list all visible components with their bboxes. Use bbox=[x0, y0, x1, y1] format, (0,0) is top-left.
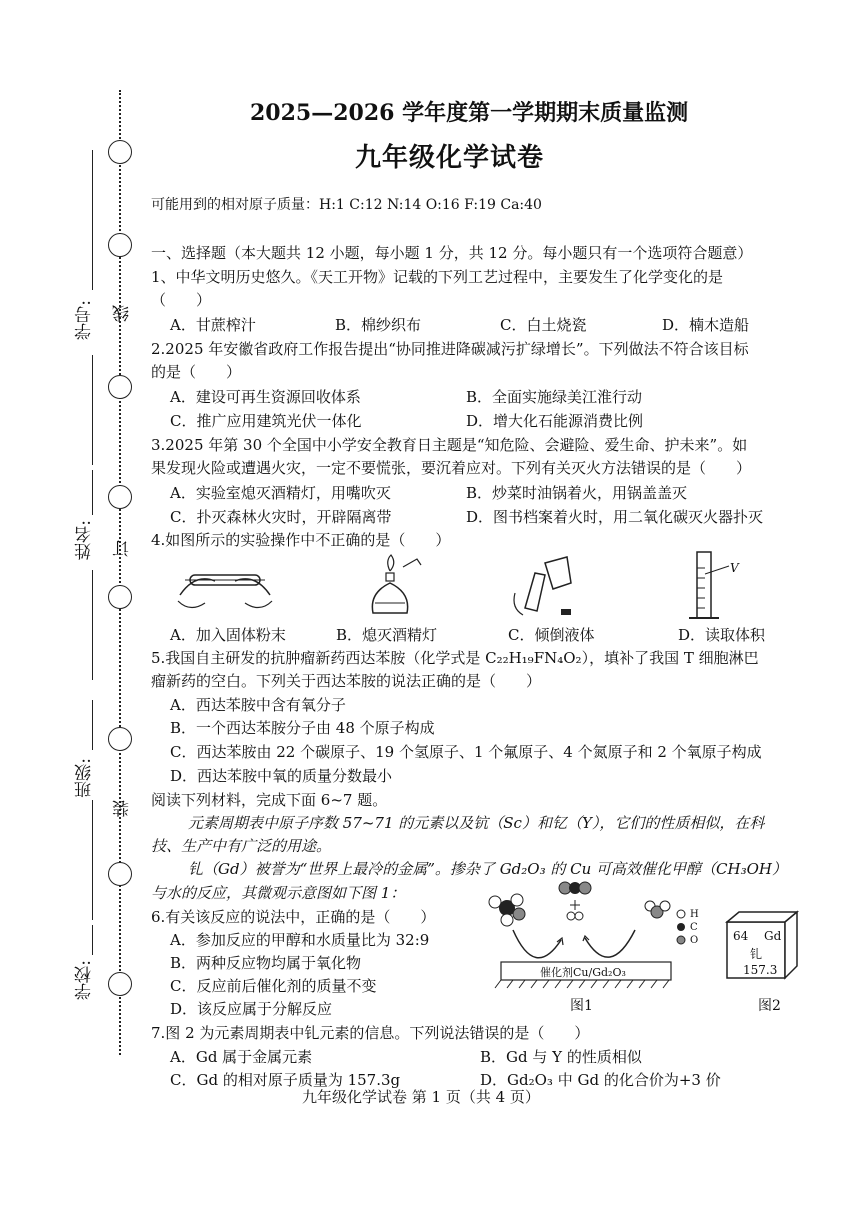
graduated-cylinder-illustration bbox=[675, 548, 755, 626]
q7-option-d: D．Gd₂O₃ 中 Gd 的化合价为+3 价 bbox=[480, 1071, 721, 1089]
q6-option-b: B．两种反应物均属于氧化物 bbox=[170, 954, 362, 972]
q1-option-b: B．棉纱织布 bbox=[335, 316, 422, 334]
legend-h: H bbox=[690, 909, 699, 920]
legend-o: O bbox=[690, 935, 699, 946]
binding-hole bbox=[108, 233, 132, 257]
q1-option-c: C．白土烧瓷 bbox=[500, 316, 587, 334]
q5-stem-1-a: 5.我国自主研发的抗肿瘤新药西达苯胺（化学式是 C bbox=[151, 649, 497, 667]
exam-title: 2025—2026 学年度第一学期期末质量监测 bbox=[250, 100, 689, 126]
q5-option-d: D．西达苯胺中氧的质量分数最小 bbox=[170, 767, 393, 785]
q7-option-c: C．Gd 的相对原子质量为 157.3g bbox=[170, 1071, 401, 1089]
binding-hole bbox=[108, 585, 132, 609]
student-id-label: 学号: bbox=[75, 300, 95, 340]
q7-option-a: A．Gd 属于金属元素 bbox=[170, 1048, 313, 1066]
ding-label: 订 bbox=[113, 540, 133, 557]
q2-option-a: A．建设可再生资源回收体系 bbox=[170, 388, 361, 406]
q1-stem: 1、中华文明历史悠久。《天工开物》记载的下列工艺过程中，主要发生了化学变化的是 bbox=[151, 268, 724, 286]
alcohol-lamp-illustration bbox=[355, 553, 425, 623]
q5-option-a: A．西达苯胺中含有氧分子 bbox=[170, 696, 346, 714]
binding-hole bbox=[108, 972, 132, 996]
q7-stem: 7.图 2 为元素周期表中钆元素的信息。下列说法错误的是（ ） bbox=[151, 1024, 590, 1042]
q7-option-b: B．Gd 与 Y 的性质相似 bbox=[480, 1048, 642, 1066]
binding-hole bbox=[108, 140, 132, 164]
q4-option-d: D．读取体积 bbox=[678, 626, 766, 644]
line-label: 线 bbox=[113, 305, 133, 322]
class-label: 班级: bbox=[75, 758, 95, 798]
material-p2-a: 钆（Gd）被誉为“世界上最冷的金属”。掺杂了 Gd₂O₃ 的 Cu 可高效催化甲醇（CH₃OH） bbox=[188, 860, 787, 878]
element-mass: 157.3 bbox=[743, 963, 778, 977]
element-number: 64 bbox=[733, 929, 749, 943]
q5-option-c: C．西达苯胺由 22 个碳原子、19 个氢原子、1 个氟原子、4 个氮原子和 2 个氧原子构成 bbox=[170, 743, 762, 761]
q6-option-d: D．该反应属于分解反应 bbox=[170, 1000, 333, 1018]
name-field[interactable] bbox=[92, 470, 93, 515]
binding-hole bbox=[108, 862, 132, 886]
q2-option-b: B．全面实施绿美江淮行动 bbox=[466, 388, 643, 406]
q6-option-a: A．参加反应的甲醇和水质量比为 32:9 bbox=[170, 931, 430, 949]
q2-option-d: D．增大化石能源消费比例 bbox=[466, 412, 644, 430]
q6-option-c: C．反应前后催化剂的质量不变 bbox=[170, 977, 377, 995]
material-intro: 阅读下列材料，完成下面 6~7 题。 bbox=[151, 791, 388, 809]
q3-option-d: D．图书档案着火时，用二氧化碳灭火器扑灭 bbox=[466, 508, 764, 526]
material-p1-a: 元素周期表中原子序数 57~71 的元素以及钪（Sc）和钇（Y），它们的性质相似，在科 bbox=[188, 814, 765, 832]
q3-option-c: C．扑灭森林火灾时，开辟隔离带 bbox=[170, 508, 392, 526]
binding-hole bbox=[108, 485, 132, 509]
q4-option-a: A．加入固体粉末 bbox=[170, 626, 286, 644]
legend-c: C bbox=[690, 922, 698, 933]
class-field-lower bbox=[92, 800, 93, 920]
section-heading: 一、选择题（本大题共 12 小题，每小题 1 分，共 12 分。每小题只有一个选项符合题意） bbox=[151, 244, 753, 262]
binding-hole bbox=[108, 375, 132, 399]
element-symbol: Gd bbox=[764, 929, 782, 943]
name-field-lower bbox=[92, 570, 93, 680]
name-label: 姓名: bbox=[75, 520, 95, 560]
page-footer: 九年级化学试卷 第 1 页（共 4 页） bbox=[302, 1088, 540, 1106]
q1-blank: （ ） bbox=[151, 291, 212, 309]
q3-stem-1: 3.2025 年第 30 个全国中小学安全教育日主题是“知危险、会避险、爱生命、护未来”。如 bbox=[151, 436, 748, 454]
q3-option-a: A．实验室熄灭酒精灯，用嘴吹灭 bbox=[170, 484, 391, 502]
binding-hole bbox=[108, 727, 132, 751]
q1-option-d: D．楠木造船 bbox=[662, 316, 750, 334]
element-name: 钆 bbox=[750, 947, 763, 961]
class-field[interactable] bbox=[92, 700, 93, 750]
q2-stem-1: 2.2025 年安徽省政府工作报告提出“协同推进降碳减污扩绿增长”。下列做法不符合该目标 bbox=[151, 340, 749, 358]
q5-stem-2: 瘤新药的空白。下列关于西达苯胺的说法正确的是（ ） bbox=[151, 672, 542, 690]
figure1-caption: 图1 bbox=[570, 998, 593, 1014]
school-field[interactable] bbox=[92, 925, 93, 955]
q2-option-c: C．推广应用建筑光伏一体化 bbox=[170, 412, 362, 430]
add-powder-illustration bbox=[170, 553, 280, 623]
q4-option-c: C．倾倒液体 bbox=[508, 626, 595, 644]
q5-option-b: B．一个西达苯胺分子由 48 个原子构成 bbox=[170, 719, 435, 737]
student-id-field[interactable] bbox=[92, 150, 93, 290]
material-p2-b: 与水的反应，其微观示意图如下图 1： bbox=[151, 884, 406, 902]
q6-stem: 6.有关该反应的说法中，正确的是（ ） bbox=[151, 908, 436, 926]
school-label: 学校: bbox=[75, 960, 95, 1000]
q4-stem: 4.如图所示的实验操作中不正确的是（ ） bbox=[151, 531, 451, 549]
atomic-mass-line: 可能用到的相对原子质量：H:1 C:12 N:14 O:16 F:19 Ca:40 bbox=[151, 197, 542, 213]
v-label: V bbox=[730, 561, 739, 575]
q2-stem-2: 的是（ ） bbox=[151, 363, 242, 381]
pour-liquid-illustration bbox=[505, 553, 585, 623]
catalyst-label: 催化剂Cu/Gd₂O₃ bbox=[540, 966, 626, 979]
q5-formula: ₂₂H₁₉FN₄O₂ bbox=[496, 649, 582, 667]
q5-stem-1-b: ），填补了我国 T 细胞淋巴 bbox=[581, 649, 759, 667]
q4-option-b: B．熄灭酒精灯 bbox=[336, 626, 438, 644]
q1-option-a: A．甘蔗榨汁 bbox=[170, 316, 256, 334]
q5-stem-1 bbox=[151, 648, 759, 668]
exam-subtitle: 九年级化学试卷 bbox=[355, 143, 545, 173]
zhuang-label: 装 bbox=[113, 800, 133, 817]
q3-stem-2: 果发现火险或遭遇火灾，一定不要慌张，要沉着应对。下列有关灭火方法错误的是（ ） bbox=[151, 459, 752, 477]
student-id-field-lower bbox=[92, 355, 93, 465]
figure2-caption: 图2 bbox=[758, 998, 781, 1014]
material-p1-b: 技、生产中有广泛的用途。 bbox=[151, 837, 332, 855]
q3-option-b: B．炒菜时油锅着火，用锅盖盖灭 bbox=[466, 484, 688, 502]
